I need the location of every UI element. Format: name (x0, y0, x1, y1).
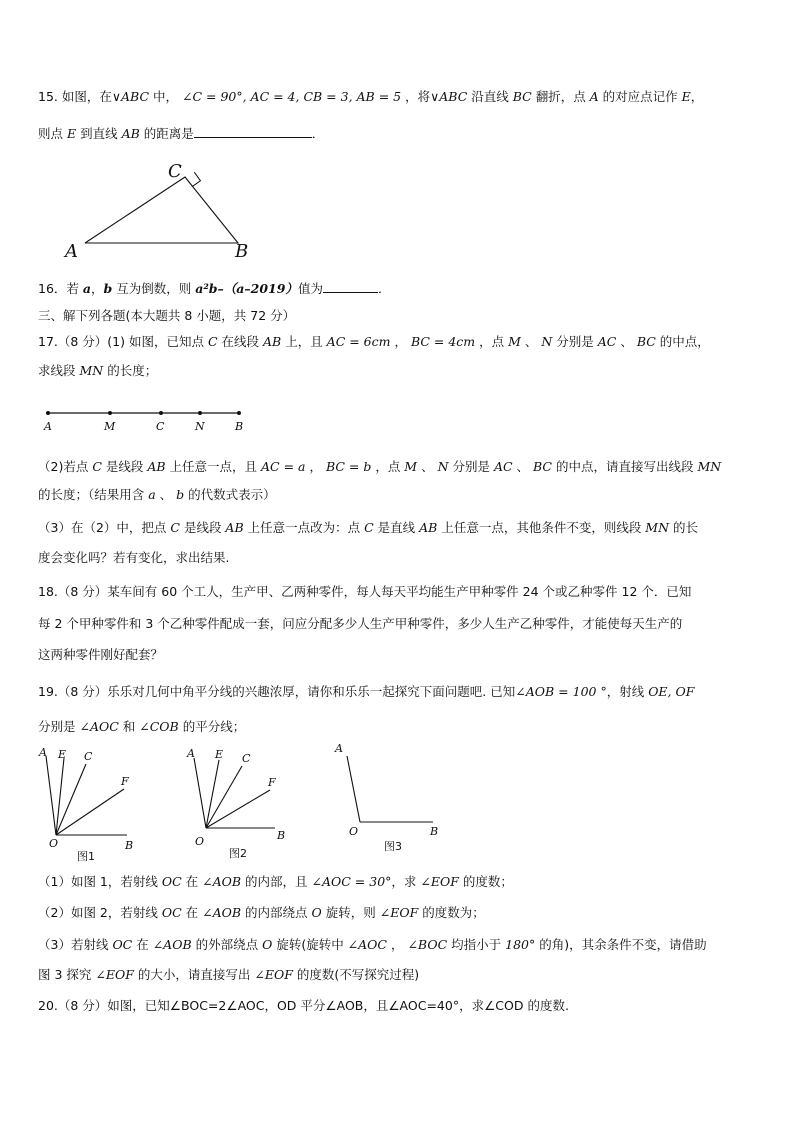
ray-oa (194, 758, 206, 828)
q17-math: M (508, 334, 521, 349)
figure-2 (186, 747, 285, 860)
q19-text: ，求 (391, 874, 421, 889)
q17-text: 、 (512, 459, 533, 474)
q19-text: 的度数(不写探究过程) (292, 967, 420, 982)
q17-text: 、 (520, 334, 542, 349)
q17-text: 17.（8 分）(1) 如图，已知点 (38, 334, 208, 349)
q19-math: ∠AOC = 30° (311, 874, 392, 889)
q19-math: ∠AOB (202, 905, 242, 920)
q17-math: BC = 4cm (410, 334, 476, 349)
q15-math: ∨ABC (111, 89, 150, 104)
label-o: O (195, 835, 205, 848)
q16-text: 16．若 (38, 281, 83, 296)
q15-text: ， (690, 89, 704, 104)
point-m (108, 411, 112, 415)
q17-math: BC = b (325, 459, 372, 474)
q17-math: BC (533, 459, 552, 474)
q19-text: 旋转，则 (321, 905, 380, 920)
label-a: A (335, 742, 343, 755)
label-n: N (195, 420, 205, 433)
point-a (46, 411, 50, 415)
figure-3 (334, 742, 438, 853)
q19-text: 的度数； (458, 874, 513, 889)
q16-math: b (103, 281, 113, 296)
label-f: F (121, 775, 129, 788)
q16-text: ． (377, 281, 391, 296)
q19-math: ∠EOF (420, 874, 459, 889)
q19-text: 的平分线； (178, 719, 246, 734)
label-a: A (44, 420, 52, 433)
q19-text: 的大小，请直接写出 (133, 967, 255, 982)
q16-line (38, 280, 758, 298)
q17-text: 分别是 (448, 459, 494, 474)
q17-text: ，点 (371, 459, 405, 474)
q19-text: 在 (132, 937, 153, 952)
q17-text: （3）在（2）中，把点 (38, 520, 171, 535)
q17-math: a (148, 487, 156, 502)
q15-line1 (38, 88, 758, 106)
q17-text: ， (390, 334, 411, 349)
q17-text: 的代数式表示） (184, 487, 276, 502)
q17-math: b (176, 487, 185, 502)
ray-oa (347, 756, 360, 822)
q18-line3: 这两种零件刚好配套？ (38, 647, 164, 662)
q17-text: 上，且 (281, 334, 327, 349)
q17-segment-figure (38, 402, 258, 434)
q16-text: 互为倒数，则 (112, 281, 196, 296)
q17-part3-line1 (38, 519, 758, 537)
label-c: C (242, 752, 251, 765)
q19-line2 (38, 718, 758, 736)
q16-text: 值为 (297, 281, 323, 296)
q19-part3-line2 (38, 966, 758, 984)
ray-oa (46, 756, 56, 835)
q15-triangle-figure (55, 155, 275, 265)
q19-text: 旋转(旋转中 (272, 937, 348, 952)
q19-text: 的角)，其余条件不变，请借助 (535, 937, 707, 952)
label-o: O (349, 825, 359, 838)
q15-text: 到直线 (76, 126, 122, 141)
q19-line1 (38, 683, 758, 701)
q19-math: OC (161, 874, 182, 889)
q19-math: ∠COB (139, 719, 179, 734)
q19-math: 180° (505, 937, 536, 952)
q17-text: 是线段 (179, 520, 226, 535)
q17-math: AC (493, 459, 513, 474)
ray-oe (56, 758, 64, 835)
q17-text: 、 (616, 334, 637, 349)
q17-text: 是直线 (373, 520, 420, 535)
q17-math: MN (697, 459, 722, 474)
q17-text: ，点 (475, 334, 509, 349)
q17-text: 的中点，请直接写出线段 (551, 459, 698, 474)
q17-math: AB (147, 459, 166, 474)
answer-blank[interactable] (323, 280, 378, 293)
q17-text: 上任意一点，且 (165, 459, 262, 474)
label-c: C (168, 161, 182, 182)
q19-math: ∠EOF (379, 905, 419, 920)
q17-text: 求线段 (38, 363, 80, 378)
q15-text: 的对应点记作 (598, 89, 682, 104)
q15-text: ． (311, 126, 325, 141)
point-c (159, 411, 163, 415)
q17-math: MN (645, 520, 670, 535)
label-a: A (187, 747, 195, 760)
q17-text: 的长度； (103, 363, 158, 378)
q17-math: MN (79, 363, 104, 378)
q19-text: ， (387, 937, 408, 952)
q16-math: a²b–（a–2019） (195, 281, 298, 296)
right-angle-mark (193, 172, 201, 186)
q19-text: （3）若射线 (38, 937, 113, 952)
q15-text: 中， (149, 89, 182, 104)
label-f: F (268, 776, 276, 789)
figure-caption: 图3 (384, 840, 402, 853)
figure-caption: 图2 (229, 847, 247, 860)
q19-text: 的度数为； (418, 905, 485, 920)
label-c: C (84, 750, 93, 763)
q15-math: A (589, 89, 599, 104)
q19-text: 均指小于 (447, 937, 506, 952)
q19-math: OE, OF (648, 684, 695, 699)
label-b: B (430, 825, 439, 838)
figure-caption: 图1 (77, 850, 95, 863)
q19-math: ∠AOB (152, 937, 192, 952)
q17-text: 上任意一点改为：点 (243, 520, 365, 535)
q15-math: E (681, 89, 691, 104)
q19-math: ∠AOB = 100 (515, 684, 597, 699)
q17-math: AC (597, 334, 617, 349)
q18-line1: 18.（8 分）某车间有 60 个工人，生产甲、乙两种零件，每人每天平均能生产甲种零件 24 个或乙种零件 12 个．已知 (38, 584, 692, 599)
q16-math: a (82, 281, 91, 296)
q19-text: （2）如图 2，若射线 (38, 905, 162, 920)
triangle-abc (85, 177, 238, 243)
ray-of (206, 790, 270, 828)
q17-part3-line2: 度会变化吗？若有变化，求出结果. (38, 550, 230, 565)
label-m: M (104, 420, 116, 433)
q17-text: 是线段 (101, 459, 148, 474)
q18-line2: 每 2 个甲种零件和 3 个乙种零件配成一套，问应分配多少人生产甲种零件，多少人生产乙种零件，才能使每天生产的 (38, 616, 683, 631)
q15-math: BC (512, 89, 532, 104)
label-c: C (156, 420, 165, 433)
q19-math: ∠AOC (79, 719, 119, 734)
q19-text: 的内部，且 (241, 874, 312, 889)
q17-text: ， (305, 459, 326, 474)
q17-math: AB (419, 520, 438, 535)
q19-text: 在 (181, 874, 203, 889)
q19-math: ∠BOC (407, 937, 448, 952)
q19-text: °，射线 (596, 684, 649, 699)
q19-angle-figures (34, 740, 464, 865)
q19-text: 在 (181, 905, 203, 920)
q17-math: AB (225, 520, 244, 535)
q17-text: 上任意一点，其他条件不变，则线段 (437, 520, 646, 535)
q19-math: O (311, 905, 322, 920)
q17-math: AB (263, 334, 282, 349)
q19-text: 的内部绕点 (241, 905, 312, 920)
q17-line1 (38, 333, 758, 351)
q19-text: 的外部绕点 (191, 937, 263, 952)
q15-text: 15. 如图，在 (38, 89, 112, 104)
q17-line2 (38, 362, 758, 380)
label-e: E (215, 748, 224, 761)
q17-math: BC (636, 334, 656, 349)
q19-part2 (38, 904, 758, 922)
q16-text: ， (91, 281, 104, 296)
q17-text: 的长 (669, 520, 699, 535)
q19-math: OC (112, 937, 133, 952)
q17-text: 的长度；（结果用含 (38, 487, 149, 502)
label-e: E (58, 748, 67, 761)
q17-math: AC = a (261, 459, 306, 474)
q15-text: 沿直线 (467, 89, 513, 104)
q19-text: （1）如图 1，若射线 (38, 874, 162, 889)
label-a: A (65, 241, 78, 262)
label-a: A (39, 746, 47, 759)
q15-text: 则点 (38, 126, 67, 141)
q15-math: E (66, 126, 77, 141)
q19-text: 和 (118, 719, 140, 734)
q19-text: 19.（8 分）乐乐对几何中角平分线的兴趣浓厚，请你和乐乐一起探究下面问题吧. 已知 (38, 684, 516, 699)
section-heading: 三、解下列各题(本大题共 8 小题，共 72 分） (38, 308, 296, 323)
point-n (198, 411, 202, 415)
q19-math: ∠AOB (202, 874, 242, 889)
q19-math: ∠AOC (347, 937, 387, 952)
label-b: B (235, 241, 249, 262)
q17-text: 的中点， (655, 334, 710, 349)
q15-math: AB (121, 126, 140, 141)
label-b: B (125, 839, 134, 852)
q17-math: C (92, 459, 102, 474)
q17-part2-line2 (38, 486, 758, 504)
q15-math: ∨ABC (430, 89, 468, 104)
q17-math: N (541, 334, 553, 349)
q20-line: 20.（8 分）如图，已知∠BOC=2∠AOC，OD 平分∠AOB，且∠AOC=40°，求∠COD 的度数. (38, 998, 569, 1013)
q17-text: 、 (155, 487, 177, 502)
q19-part1 (38, 873, 758, 891)
q17-part2-line1 (38, 458, 758, 476)
label-b: B (277, 829, 286, 842)
q17-text: 在线段 (217, 334, 263, 349)
answer-blank[interactable] (194, 125, 312, 138)
q17-math: AC = 6cm (326, 334, 391, 349)
point-b (237, 411, 241, 415)
figure-1 (38, 746, 133, 863)
q15-text: ，将 (401, 89, 431, 104)
q19-text: 图 3 探究 (38, 967, 96, 982)
q17-math: M (404, 459, 418, 474)
q19-text: 分别是 (38, 719, 80, 734)
label-b: B (235, 420, 244, 433)
q19-math: OC (161, 905, 182, 920)
q17-math: C (364, 520, 374, 535)
q17-math: N (437, 459, 449, 474)
q15-text: 翻折，点 (531, 89, 590, 104)
q19-math: ∠EOF (254, 967, 293, 982)
q17-text: （2)若点 (38, 459, 93, 474)
q15-math: ∠C = 90°, AC = 4, CB = 3, AB = 5 (181, 89, 402, 104)
label-o: O (49, 837, 59, 850)
q15-text: 的距离是 (139, 126, 194, 141)
q19-math: O (262, 937, 273, 952)
q19-math: ∠EOF (95, 967, 134, 982)
q15-line2 (38, 125, 758, 143)
q17-math: C (170, 520, 180, 535)
q17-text: 分别是 (552, 334, 598, 349)
q19-part3-line1 (38, 936, 758, 954)
q17-math: C (207, 334, 218, 349)
q17-text: 、 (417, 459, 438, 474)
